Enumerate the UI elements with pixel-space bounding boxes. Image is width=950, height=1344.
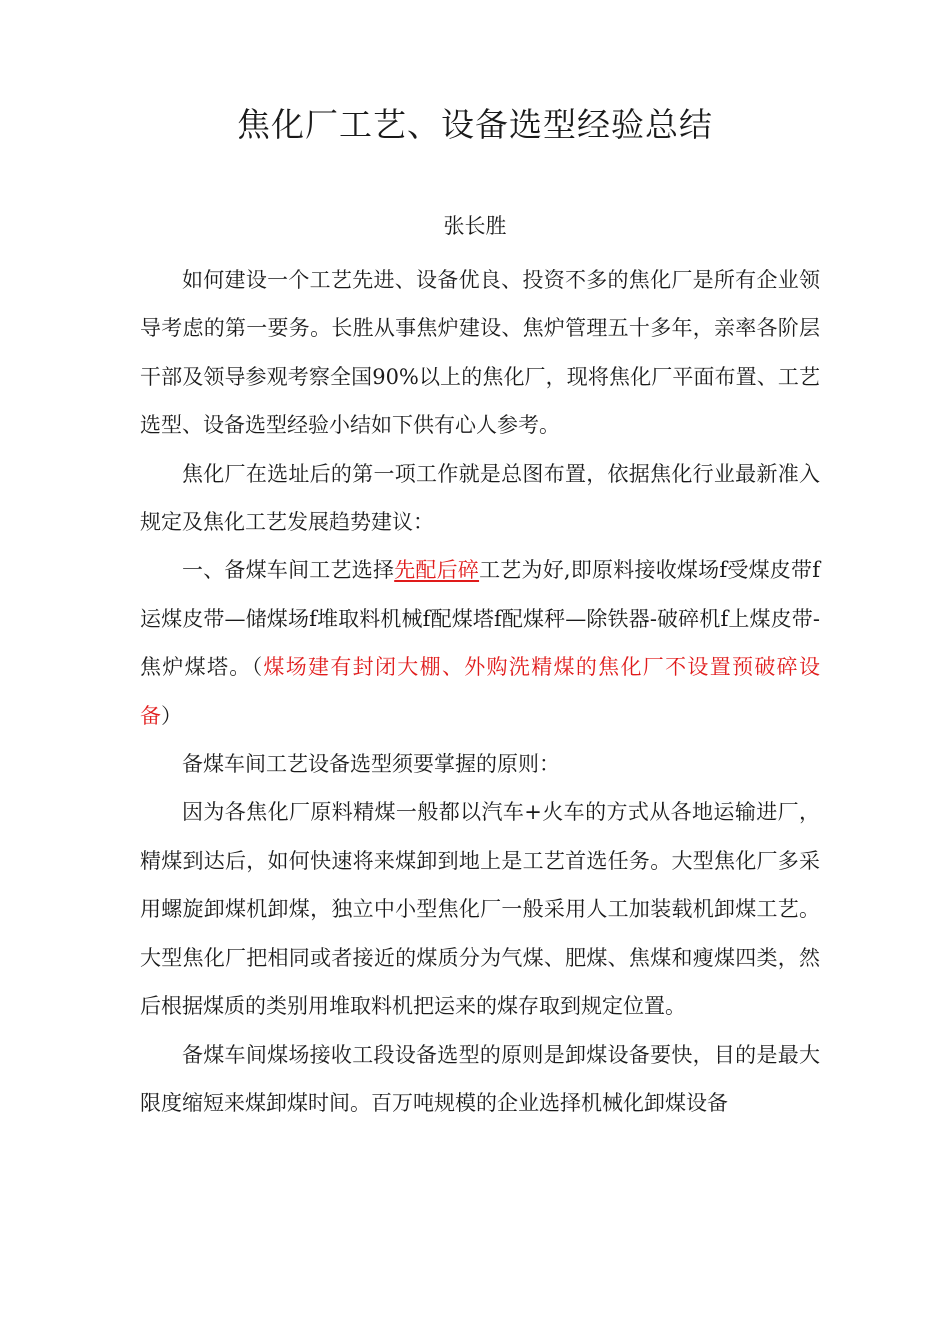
paragraph-layout: 焦化厂在选址后的第一项工作就是总图布置，依据焦化行业最新准入规定及焦化工艺发展趋势建议： bbox=[140, 461, 820, 535]
paragraph-principles: 备煤车间工艺设备选型须要掌握的原则： bbox=[182, 752, 560, 777]
paragraph-equipment: 备煤车间煤场接收工段设备选型的原则是卸煤设备要快，目的是最大限度缩短来煤卸煤时间。百万吨规模的企业选择机械化卸煤设备 bbox=[140, 1042, 820, 1115]
paragraph-coal-workshop-lead: 一、备煤车间工艺选择 bbox=[182, 558, 395, 583]
document-body bbox=[140, 256, 820, 1127]
document-author: 张长胜 bbox=[443, 214, 507, 238]
paragraph-coal-workshop-end: ） bbox=[161, 703, 182, 728]
paragraph-intro: 如何建设一个工艺先进、设备优良、投资不多的焦化厂是所有企业领导考虑的第一要务。长胜从事焦炉建设、焦炉管理五十多年，亲率各阶层干部及领导参观考察全国90%以上的焦化厂，现将焦化厂平面布置、工艺选型、设备选型经验小结如下供有心人参考。 bbox=[140, 268, 820, 438]
highlight-note: 煤场建有封闭大棚、外购洗精煤的焦化厂不设置预破碎设备 bbox=[140, 655, 821, 728]
paragraph-coal-workshop bbox=[140, 546, 820, 740]
paragraph-coal-workshop-flow: 工艺为好,即原料接收煤场f受煤皮带f运煤皮带—储煤场f堆取料机械f配煤塔f配煤秤—除铁器-破碎机f上煤皮带-焦炉煤塔。（ bbox=[140, 558, 820, 680]
document-title: 焦化厂工艺、设备选型经验总结 bbox=[237, 105, 713, 144]
paragraph-unloading: 因为各焦化厂原料精煤一般都以汽车+火车的方式从各地运输进厂，精煤到达后，如何快速将来煤卸到地上是工艺首选任务。大型焦化厂多采用螺旋卸煤机卸煤，独立中小型焦化厂一般采用人工加装载机卸煤工艺。大型焦化厂把相同或者接近的煤质分为气煤、肥煤、焦煤和瘦煤四类，然后根据煤质的类别用堆取料机把运来的煤存取到规定位置。 bbox=[140, 800, 820, 1019]
highlight-link-text: 先配后碎 bbox=[394, 558, 480, 583]
